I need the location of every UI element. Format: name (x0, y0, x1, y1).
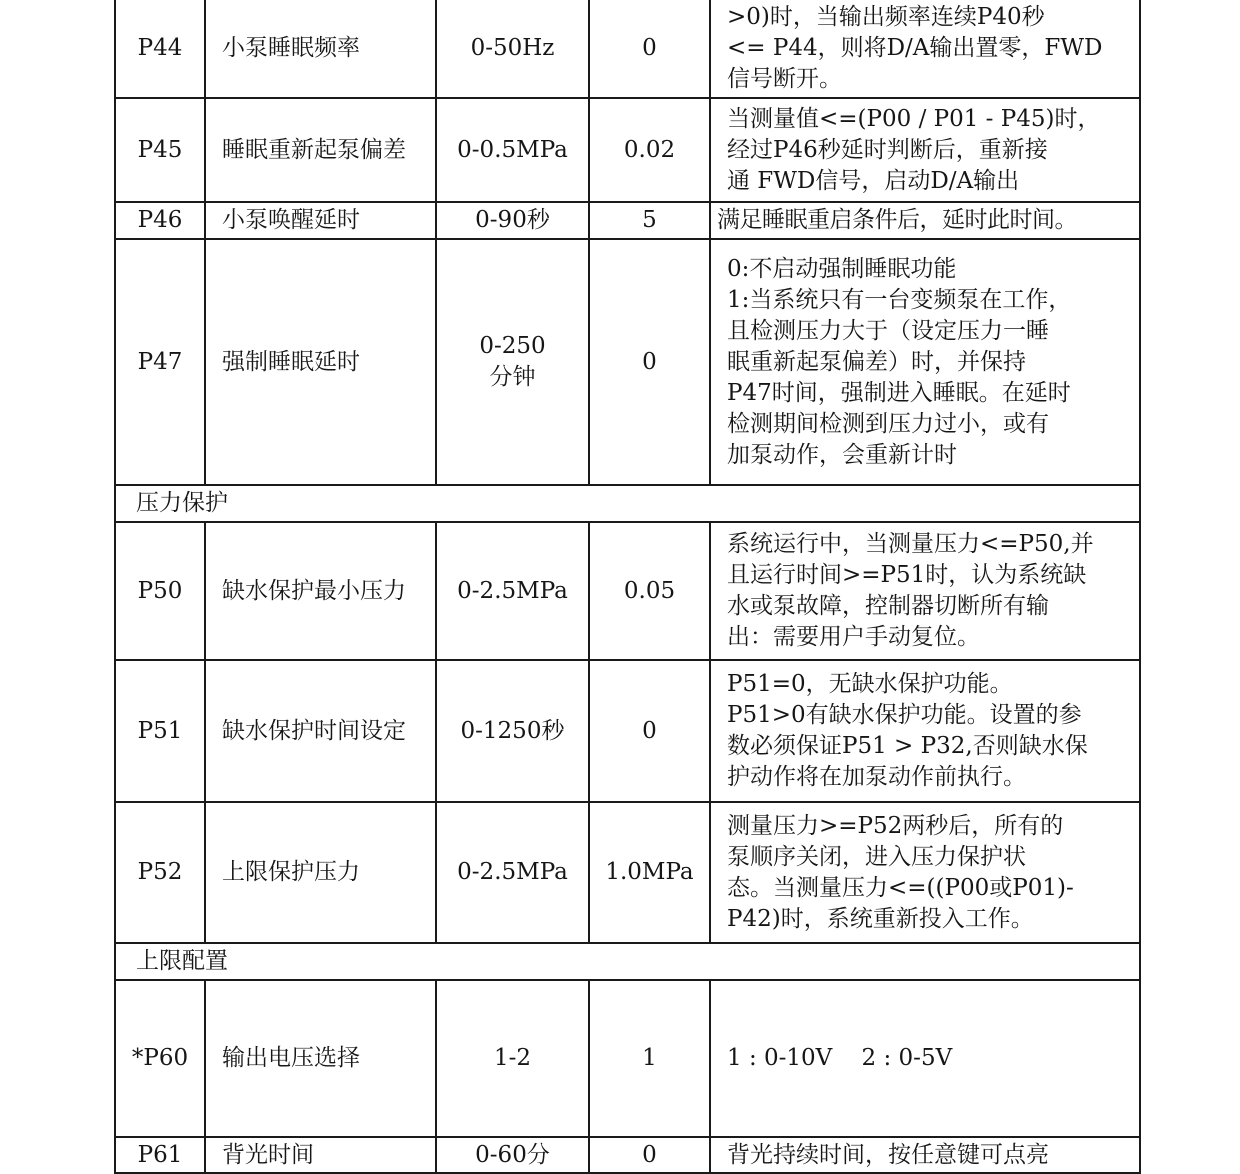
section-row (115, 943, 1140, 980)
table-row (115, 980, 1140, 1137)
param-range: 0-50Hz (436, 0, 589, 98)
param-code: P50 (115, 522, 205, 660)
param-description (710, 980, 1140, 1137)
param-description (710, 802, 1140, 943)
param-range: 0-2.5MPa (436, 522, 589, 660)
param-default: 0 (589, 660, 710, 802)
param-description (710, 660, 1140, 802)
description-line: 态。当测量压力<=((P00或P01)- (727, 874, 1074, 901)
table-row (115, 202, 1140, 239)
description-line: P51>0有缺水保护功能。设置的参 (727, 702, 1082, 728)
range-line: 0-250 (479, 333, 546, 359)
param-name: 缺水保护时间设定 (205, 660, 436, 802)
description-line: P47时间，强制进入睡眠。在延时 (727, 379, 1071, 406)
table-row (115, 239, 1140, 485)
param-description (710, 202, 1140, 239)
description-line: 加泵动作，会重新计时 (727, 441, 957, 468)
param-description (710, 98, 1140, 202)
param-default: 1 (589, 980, 710, 1137)
param-range: 0-1250秒 (436, 660, 589, 802)
table-row (115, 522, 1140, 660)
param-name: 睡眠重新起泵偏差 (205, 98, 436, 202)
description-line: 当测量值<=(P00 / P01 - P45)时， (727, 105, 1101, 132)
param-name: 缺水保护最小压力 (205, 522, 436, 660)
description-line: 且检测压力大于（设定压力一睡 (727, 317, 1049, 344)
param-name: 背光时间 (205, 1137, 436, 1173)
param-code: P46 (115, 202, 205, 239)
description-line: 泵顺序关闭，进入压力保护状 (727, 843, 1026, 870)
param-description (710, 239, 1140, 485)
param-default: 0 (589, 0, 710, 98)
param-description (710, 0, 1140, 98)
description-line: 信号断开。 (727, 66, 842, 92)
param-name: 强制睡眠延时 (205, 239, 436, 485)
description-line: 满足睡眠重启条件后，延时此时间。 (717, 207, 1077, 233)
param-code: *P60 (115, 980, 205, 1137)
description-line: 测量压力>=P52两秒后，所有的 (727, 812, 1064, 839)
description-line: 通 FWD信号，启动D/A输出 (727, 167, 1020, 194)
description-line: 0:不启动强制睡眠功能 (727, 255, 957, 282)
param-range: 0-60分 (436, 1137, 589, 1173)
table-row (115, 660, 1140, 802)
param-default: 5 (589, 202, 710, 239)
param-range: 1-2 (436, 980, 589, 1137)
param-range: 0-2.5MPa (436, 802, 589, 943)
param-default: 0 (589, 1137, 710, 1173)
description-line: 背光持续时间，按任意键可点亮 (727, 1141, 1049, 1168)
description-line: P51=0，无缺水保护功能。 (727, 671, 1013, 697)
param-name: 输出电压选择 (205, 980, 436, 1137)
description-line: P42)时，系统重新投入工作。 (727, 905, 1034, 932)
param-default: 0.02 (589, 98, 710, 202)
description-line: 数必须保证P51 > P32,否则缺水保 (727, 733, 1088, 759)
description-line: 出：需要用户手动复位。 (727, 624, 980, 650)
param-code: P44 (115, 0, 205, 98)
section-title: 上限配置 (115, 943, 1140, 980)
section-row (115, 485, 1140, 522)
parameter-table (114, 0, 1141, 1174)
param-name: 上限保护压力 (205, 802, 436, 943)
param-range (436, 239, 589, 485)
table-row (115, 0, 1140, 98)
param-default: 0 (589, 239, 710, 485)
description-line: 1 : 0-10V 2 : 0-5V (727, 1045, 953, 1071)
description-line: 护动作将在加泵动作前执行。 (727, 764, 1026, 790)
param-name: 小泵唤醒延时 (205, 202, 436, 239)
table-row (115, 1137, 1140, 1173)
param-name: 小泵睡眠频率 (205, 0, 436, 98)
param-code: P61 (115, 1137, 205, 1173)
param-description (710, 522, 1140, 660)
param-range: 0-90秒 (436, 202, 589, 239)
description-line: 眠重新起泵偏差）时，并保持 (727, 348, 1026, 375)
param-default: 0.05 (589, 522, 710, 660)
param-code: P47 (115, 239, 205, 485)
description-line: 且运行时间>=P51时，认为系统缺 (727, 562, 1087, 588)
description-line: >0)时，当输出频率连续P40秒 (727, 4, 1045, 30)
table-row (115, 802, 1140, 943)
description-line: 系统运行中，当测量压力<=P50,并 (727, 531, 1094, 557)
param-code: P51 (115, 660, 205, 802)
section-title: 压力保护 (115, 485, 1140, 522)
param-code: P52 (115, 802, 205, 943)
table-row (115, 98, 1140, 202)
description-line: 水或泵故障，控制器切断所有输 (727, 593, 1049, 619)
param-code: P45 (115, 98, 205, 202)
param-range: 0-0.5MPa (436, 98, 589, 202)
description-line: 检测期间检测到压力过小，或有 (727, 410, 1049, 437)
range-line: 分钟 (489, 364, 536, 390)
description-line: <= P44，则将D/A输出置零，FWD (727, 35, 1103, 61)
param-description (710, 1137, 1140, 1173)
description-line: 1:当系统只有一台变频泵在工作， (727, 286, 1072, 313)
description-line: 经过P46秒延时判断后，重新接 (727, 136, 1048, 163)
param-default: 1.0MPa (589, 802, 710, 943)
